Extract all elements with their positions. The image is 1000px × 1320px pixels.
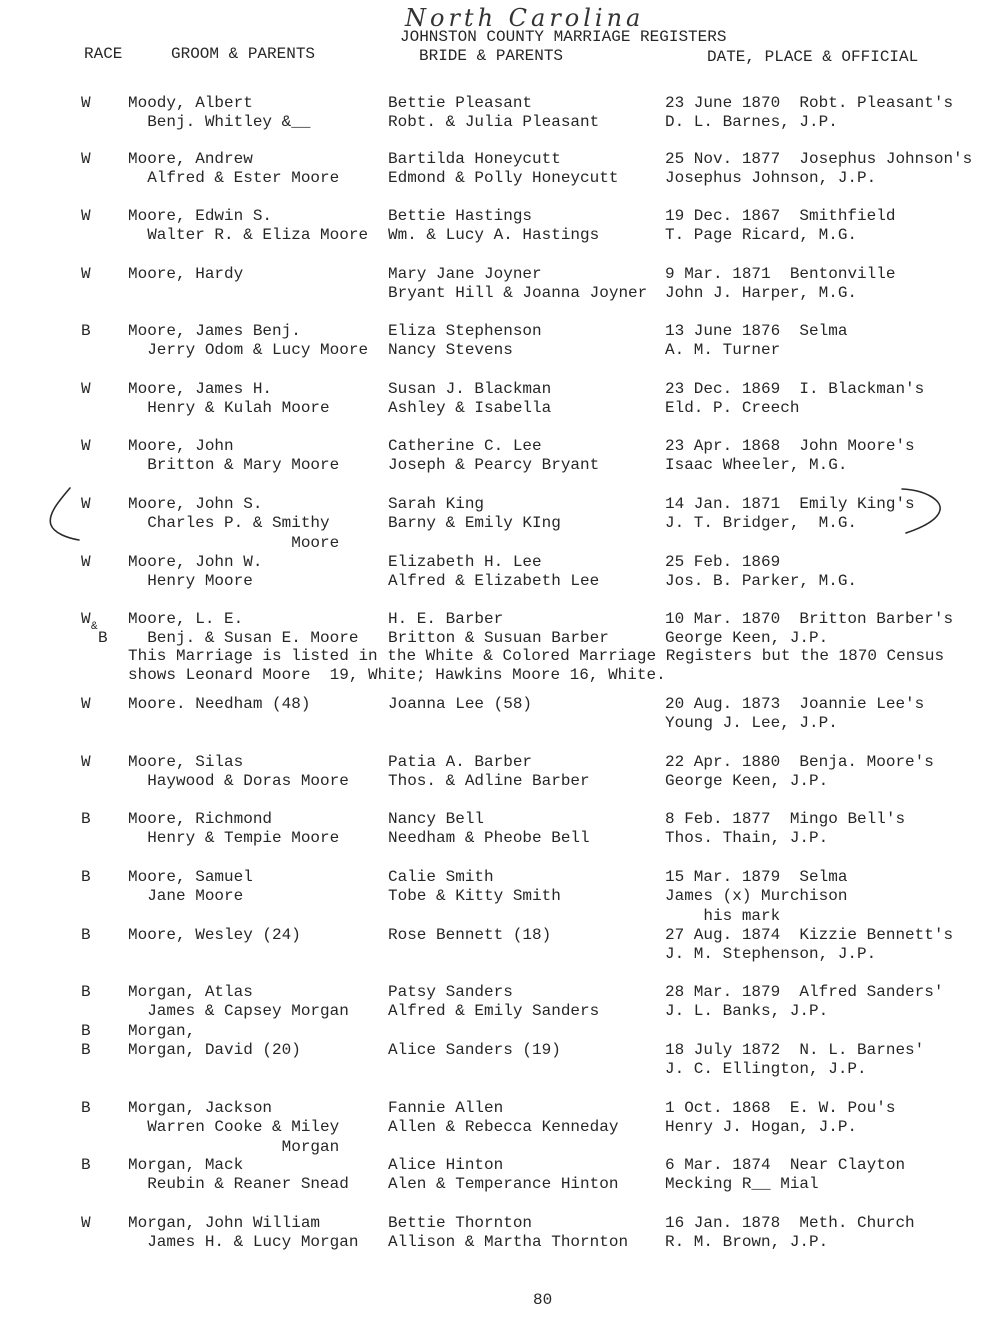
groom-parents: Charles P. & Smithy [147,514,330,533]
date-place-line [665,868,847,887]
groom-cell [128,380,330,419]
officiant: T. Page Ricard, M.G. [665,226,858,245]
race-code: B [81,1022,91,1040]
date-cell [665,695,924,734]
marriage-date: 18 July 1872 [665,1041,781,1059]
marriage-date: 6 Mar. 1874 [665,1156,771,1174]
officiant: A. M. Turner [665,341,781,360]
groom-parents-continued: Morgan [281,1137,340,1156]
groom-name: Moore, Edwin S. [128,207,273,225]
officiant: John J. Harper, M.G. [665,284,858,303]
marriage-place: Kizzie Bennett's [799,926,954,944]
bride-cell [388,380,551,419]
groom-name: Morgan, Atlas [128,983,253,1001]
date-cell [665,868,847,926]
date-place-line [665,610,953,629]
bride-parents: Thos. & Adline Barber [388,772,590,791]
date-place-line [665,983,943,1002]
groom-cell [128,553,262,592]
marriage-date: 16 Jan. 1878 [665,1214,781,1232]
date-place-line [665,695,924,714]
bride-parents: Bryant Hill & Joanna Joyner [388,284,648,303]
date-place-line [665,437,915,456]
marriage-date: 27 Aug. 1874 [665,926,781,944]
marriage-date: 13 June 1876 [665,322,781,340]
marriage-place: Bentonville [789,265,896,283]
date-place-line [665,495,915,514]
date-place-line [665,322,847,341]
bride-cell [388,610,609,649]
groom-cell [128,610,358,649]
date-place-line [665,1041,924,1060]
bride-name: Bartilda Honeycutt [388,150,561,168]
groom-cell [128,983,349,1022]
groom-cell [128,926,301,945]
race-code: W [81,94,91,112]
marriage-date: 23 Dec. 1869 [665,380,781,398]
marriage-place: John Moore's [799,437,915,455]
groom-parents: Jane Moore [147,887,244,906]
groom-name: Moore, James H. [128,380,273,398]
race-code: B [81,868,91,886]
marriage-place: Robt. Pleasant's [799,94,954,112]
bride-parents: Alfred & Emily Sanders [388,1002,600,1021]
groom-cell [128,695,310,714]
groom-name: Moore, Richmond [128,810,273,828]
date-place-line [665,265,895,284]
officiant: Isaac Wheeler, M.G. [665,456,848,475]
groom-name: Morgan, John William [128,1214,321,1232]
date-cell [665,322,847,361]
bride-name: Fannie Allen [388,1099,504,1117]
groom-cell [128,437,339,476]
bride-name: Bettie Thornton [388,1214,533,1232]
marriage-date: 15 Mar. 1879 [665,868,781,886]
date-place-line [665,380,924,399]
bride-cell [388,150,618,189]
race-code: B [81,1099,91,1117]
marriage-place: Selma [799,322,848,340]
marriage-date: 25 Feb. 1869 [665,553,781,571]
groom-cell [128,1214,358,1253]
date-cell [665,150,972,189]
bride-name: Bettie Hastings [388,207,533,225]
race-code: B [81,1156,91,1174]
marriage-date: 14 Jan. 1871 [665,495,781,513]
bride-parents: Allen & Rebecca Kenneday [388,1118,619,1137]
groom-name: Morgan, [128,1022,196,1040]
bride-cell [388,868,561,907]
bride-name: Susan J. Blackman [388,380,552,398]
bride-cell [388,1214,628,1253]
officiant: J. L. Banks, J.P. [665,1002,829,1021]
date-cell [665,1214,915,1253]
race-code: W [81,265,91,283]
date-cell [665,437,915,476]
marriage-place: N. L. Barnes' [799,1041,925,1059]
bride-parents: Needham & Pheobe Bell [388,829,590,848]
date-cell [665,495,915,534]
census-note-line: This Marriage is listed in the White & Colored Marriage Registers but the 1870 Census [128,647,945,665]
bride-name: H. E. Barber [388,610,504,628]
date-place-line [665,1214,915,1233]
groom-name: Moore. Needham (48) [128,695,311,713]
marriage-date: 8 Feb. 1877 [665,810,771,828]
date-place-line [665,926,953,945]
groom-cell [128,207,368,246]
bride-name: Patia A. Barber [388,753,533,771]
race-code: B [81,983,91,1001]
race-code: W [81,753,91,771]
date-cell [665,265,895,304]
bride-name: Eliza Stephenson [388,322,542,340]
groom-name: Moore, Wesley (24) [128,926,301,944]
officiant: Thos. Thain, J.P. [665,829,829,848]
date-cell [665,1156,905,1195]
officiant: Jos. B. Parker, M.G. [665,572,858,591]
marriage-place: Meth. Church [799,1214,915,1232]
race-code: W [81,610,91,628]
race-ampersand: & [91,621,98,633]
bride-name: Joanna Lee (58) [388,695,533,713]
date-cell [665,983,943,1022]
groom-parents: James & Capsey Morgan [147,1002,349,1021]
groom-name: Morgan, Mack [128,1156,244,1174]
marriage-date: 22 Apr. 1880 [665,753,781,771]
groom-cell [128,1156,349,1195]
groom-parents: Reubin & Reaner Snead [147,1175,349,1194]
marriage-place: Selma [799,868,848,886]
officiant: D. L. Barnes, J.P. [665,113,838,132]
race-code: B [81,810,91,828]
bride-parents: Allison & Martha Thornton [388,1233,629,1252]
officiant: Josephus Johnson, J.P. [665,169,877,188]
race-code: B [81,926,91,944]
bride-parents: Nancy Stevens [388,341,513,360]
marriage-date: 23 June 1870 [665,94,781,112]
groom-parents: Walter R. & Eliza Moore [147,226,369,245]
bride-parents: Robt. & Julia Pleasant [388,113,600,132]
groom-cell [128,495,339,553]
officiant: James (x) Murchison [665,887,848,906]
marriage-date: 9 Mar. 1871 [665,265,771,283]
bride-name: Alice Sanders (19) [388,1041,561,1059]
groom-parents: Haywood & Doras Moore [147,772,349,791]
groom-parents: Warren Cooke & Miley [147,1118,340,1137]
groom-cell [128,265,243,284]
groom-cell [128,150,339,189]
officiant: George Keen, J.P. [665,629,829,648]
marriage-place: Britton Barber's [799,610,954,628]
date-place-line [665,1156,905,1175]
bride-cell [388,94,599,133]
groom-cell [128,94,310,133]
bride-parents: Tobe & Kitty Smith [388,887,561,906]
groom-parents: Jerry Odom & Lucy Moore [147,341,369,360]
bride-cell [388,983,599,1022]
groom-parents: Alfred & Ester Moore [147,169,340,188]
groom-parents: Benj. & Susan E. Moore [147,629,359,648]
date-cell [665,1041,924,1080]
groom-cell [128,868,253,907]
race-code: B [81,322,91,340]
census-note [128,647,944,686]
marriage-date: 28 Mar. 1879 [665,983,781,1001]
marriage-date: 19 Dec. 1867 [665,207,781,225]
bride-parents: Britton & Susuan Barber [388,629,609,648]
race-code: W [81,1214,91,1232]
officiant: Eld. P. Creech [665,399,800,418]
bride-cell [388,495,561,534]
date-place-line [665,810,905,829]
date-place-line [665,753,934,772]
groom-parents-continued: Moore [291,533,340,552]
handwritten-bracket-left [50,488,79,540]
marriage-date: 25 Nov. 1877 [665,150,781,168]
date-cell [665,753,934,792]
officiant: J. C. Ellington, J.P. [665,1060,867,1079]
date-cell [665,207,895,246]
bride-name: Calie Smith [388,868,494,886]
groom-parents: James H. & Lucy Morgan [147,1233,359,1252]
groom-name: Moore, Hardy [128,265,244,283]
race-code: B [81,1041,91,1059]
groom-name: Morgan, Jackson [128,1099,273,1117]
page-number: 80 [533,1291,553,1309]
date-place-line [665,207,895,226]
race-code: W [81,553,91,571]
groom-name: Moore, John S. [128,495,263,513]
race-code: B [98,629,108,647]
bride-cell [388,322,542,361]
date-place-line [665,1099,895,1118]
bride-cell [388,926,551,945]
race-code: W [81,695,91,713]
date-cell [665,94,953,133]
groom-name: Moore, Samuel [128,868,253,886]
groom-name: Moore, L. E. [128,610,244,628]
marriage-place: Josephus Johnson's [799,150,973,168]
column-header-bride: BRIDE & PARENTS [419,47,564,65]
bride-parents: Barny & Emily KIng [388,514,561,533]
groom-name: Moore, James Benj. [128,322,301,340]
groom-parents: Henry Moore [147,572,253,591]
marriage-place: Benja. Moore's [799,753,934,771]
bride-parents: Alen & Temperance Hinton [388,1175,619,1194]
bride-cell [388,695,532,714]
marriage-date: 20 Aug. 1873 [665,695,781,713]
bride-cell [388,265,647,304]
page-title: JOHNSTON COUNTY MARRIAGE REGISTERS [400,28,727,46]
groom-name: Moore, John [128,437,234,455]
bride-cell [388,437,599,476]
bride-name: Catherine C. Lee [388,437,542,455]
census-note-line: shows Leonard Moore 19, White; Hawkins Moore 16, White. [128,666,666,685]
date-place-line [665,150,972,169]
marriage-date: 10 Mar. 1870 [665,610,781,628]
race-code: W [81,207,91,225]
bride-cell [388,1099,618,1138]
groom-cell [128,1041,301,1060]
race-code: W [81,150,91,168]
marriage-place: Joannie Lee's [799,695,925,713]
groom-cell [128,322,368,361]
marriage-place: Alfred Sanders' [799,983,944,1001]
date-place-line [665,94,953,113]
officiant: Mecking R__ Mial [665,1175,819,1194]
marriage-place: Near Clayton [789,1156,906,1174]
bride-name: Nancy Bell [388,810,485,828]
groom-parents: Benj. Whitley &__ [147,113,311,132]
bride-cell [388,1156,618,1195]
groom-cell [128,1099,339,1157]
race-code: W [81,437,91,455]
bride-name: Rose Bennett (18) [388,926,552,944]
groom-name: Moody, Albert [128,94,253,112]
bride-name: Bettie Pleasant [388,94,533,112]
marriage-date: 1 Oct. 1868 [665,1099,771,1117]
officiant-mark-note: his mark [703,906,781,925]
marriage-date: 23 Apr. 1868 [665,437,781,455]
groom-parents: Henry & Kulah Moore [147,399,330,418]
date-cell [665,380,924,419]
groom-parents: Britton & Mary Moore [147,456,340,475]
race-code: W [81,495,91,513]
bride-cell [388,1041,561,1060]
bride-cell [388,810,590,849]
bride-parents: Edmond & Polly Honeycutt [388,169,619,188]
officiant: R. M. Brown, J.P. [665,1233,829,1252]
bride-cell [388,553,599,592]
bride-name: Alice Hinton [388,1156,504,1174]
officiant: George Keen, J.P. [665,772,829,791]
bride-parents: Ashley & Isabella [388,399,552,418]
race-code: W [81,380,91,398]
marriage-place: Mingo Bell's [789,810,906,828]
officiant: J. T. Bridger, M.G. [665,514,858,533]
date-cell [665,553,857,592]
handwritten-state-title: North Carolina [405,4,645,32]
groom-name: Moore, Silas [128,753,244,771]
column-header-groom: GROOM & PARENTS [171,45,316,63]
bride-parents: Joseph & Pearcy Bryant [388,456,600,475]
date-cell [665,810,905,849]
bride-name: Patsy Sanders [388,983,513,1001]
groom-name: Morgan, David (20) [128,1041,301,1059]
bride-cell [388,753,590,792]
groom-parents: Henry & Tempie Moore [147,829,340,848]
groom-cell [128,810,339,849]
bride-name: Elizabeth H. Lee [388,553,542,571]
bride-cell [388,207,599,246]
marriage-place: E. W. Pou's [789,1099,896,1117]
bride-name: Mary Jane Joyner [388,265,542,283]
officiant: J. M. Stephenson, J.P. [665,945,877,964]
date-cell [665,926,953,965]
marriage-place: I. Blackman's [799,380,925,398]
marriage-place: Smithfield [799,207,896,225]
column-header-date: DATE, PLACE & OFFICIAL [707,48,919,66]
date-cell [665,1099,895,1138]
bride-name: Sarah King [388,495,485,513]
groom-name: Moore, Andrew [128,150,253,168]
marriage-place: Emily King's [799,495,915,513]
groom-cell [128,1022,195,1041]
officiant: Young J. Lee, J.P. [665,714,838,733]
bride-parents: Alfred & Elizabeth Lee [388,572,600,591]
date-cell [665,610,953,649]
officiant: Henry J. Hogan, J.P. [665,1118,858,1137]
groom-cell [128,753,349,792]
column-header-race: RACE [84,45,123,63]
groom-name: Moore, John W. [128,553,263,571]
bride-parents: Wm. & Lucy A. Hastings [388,226,600,245]
